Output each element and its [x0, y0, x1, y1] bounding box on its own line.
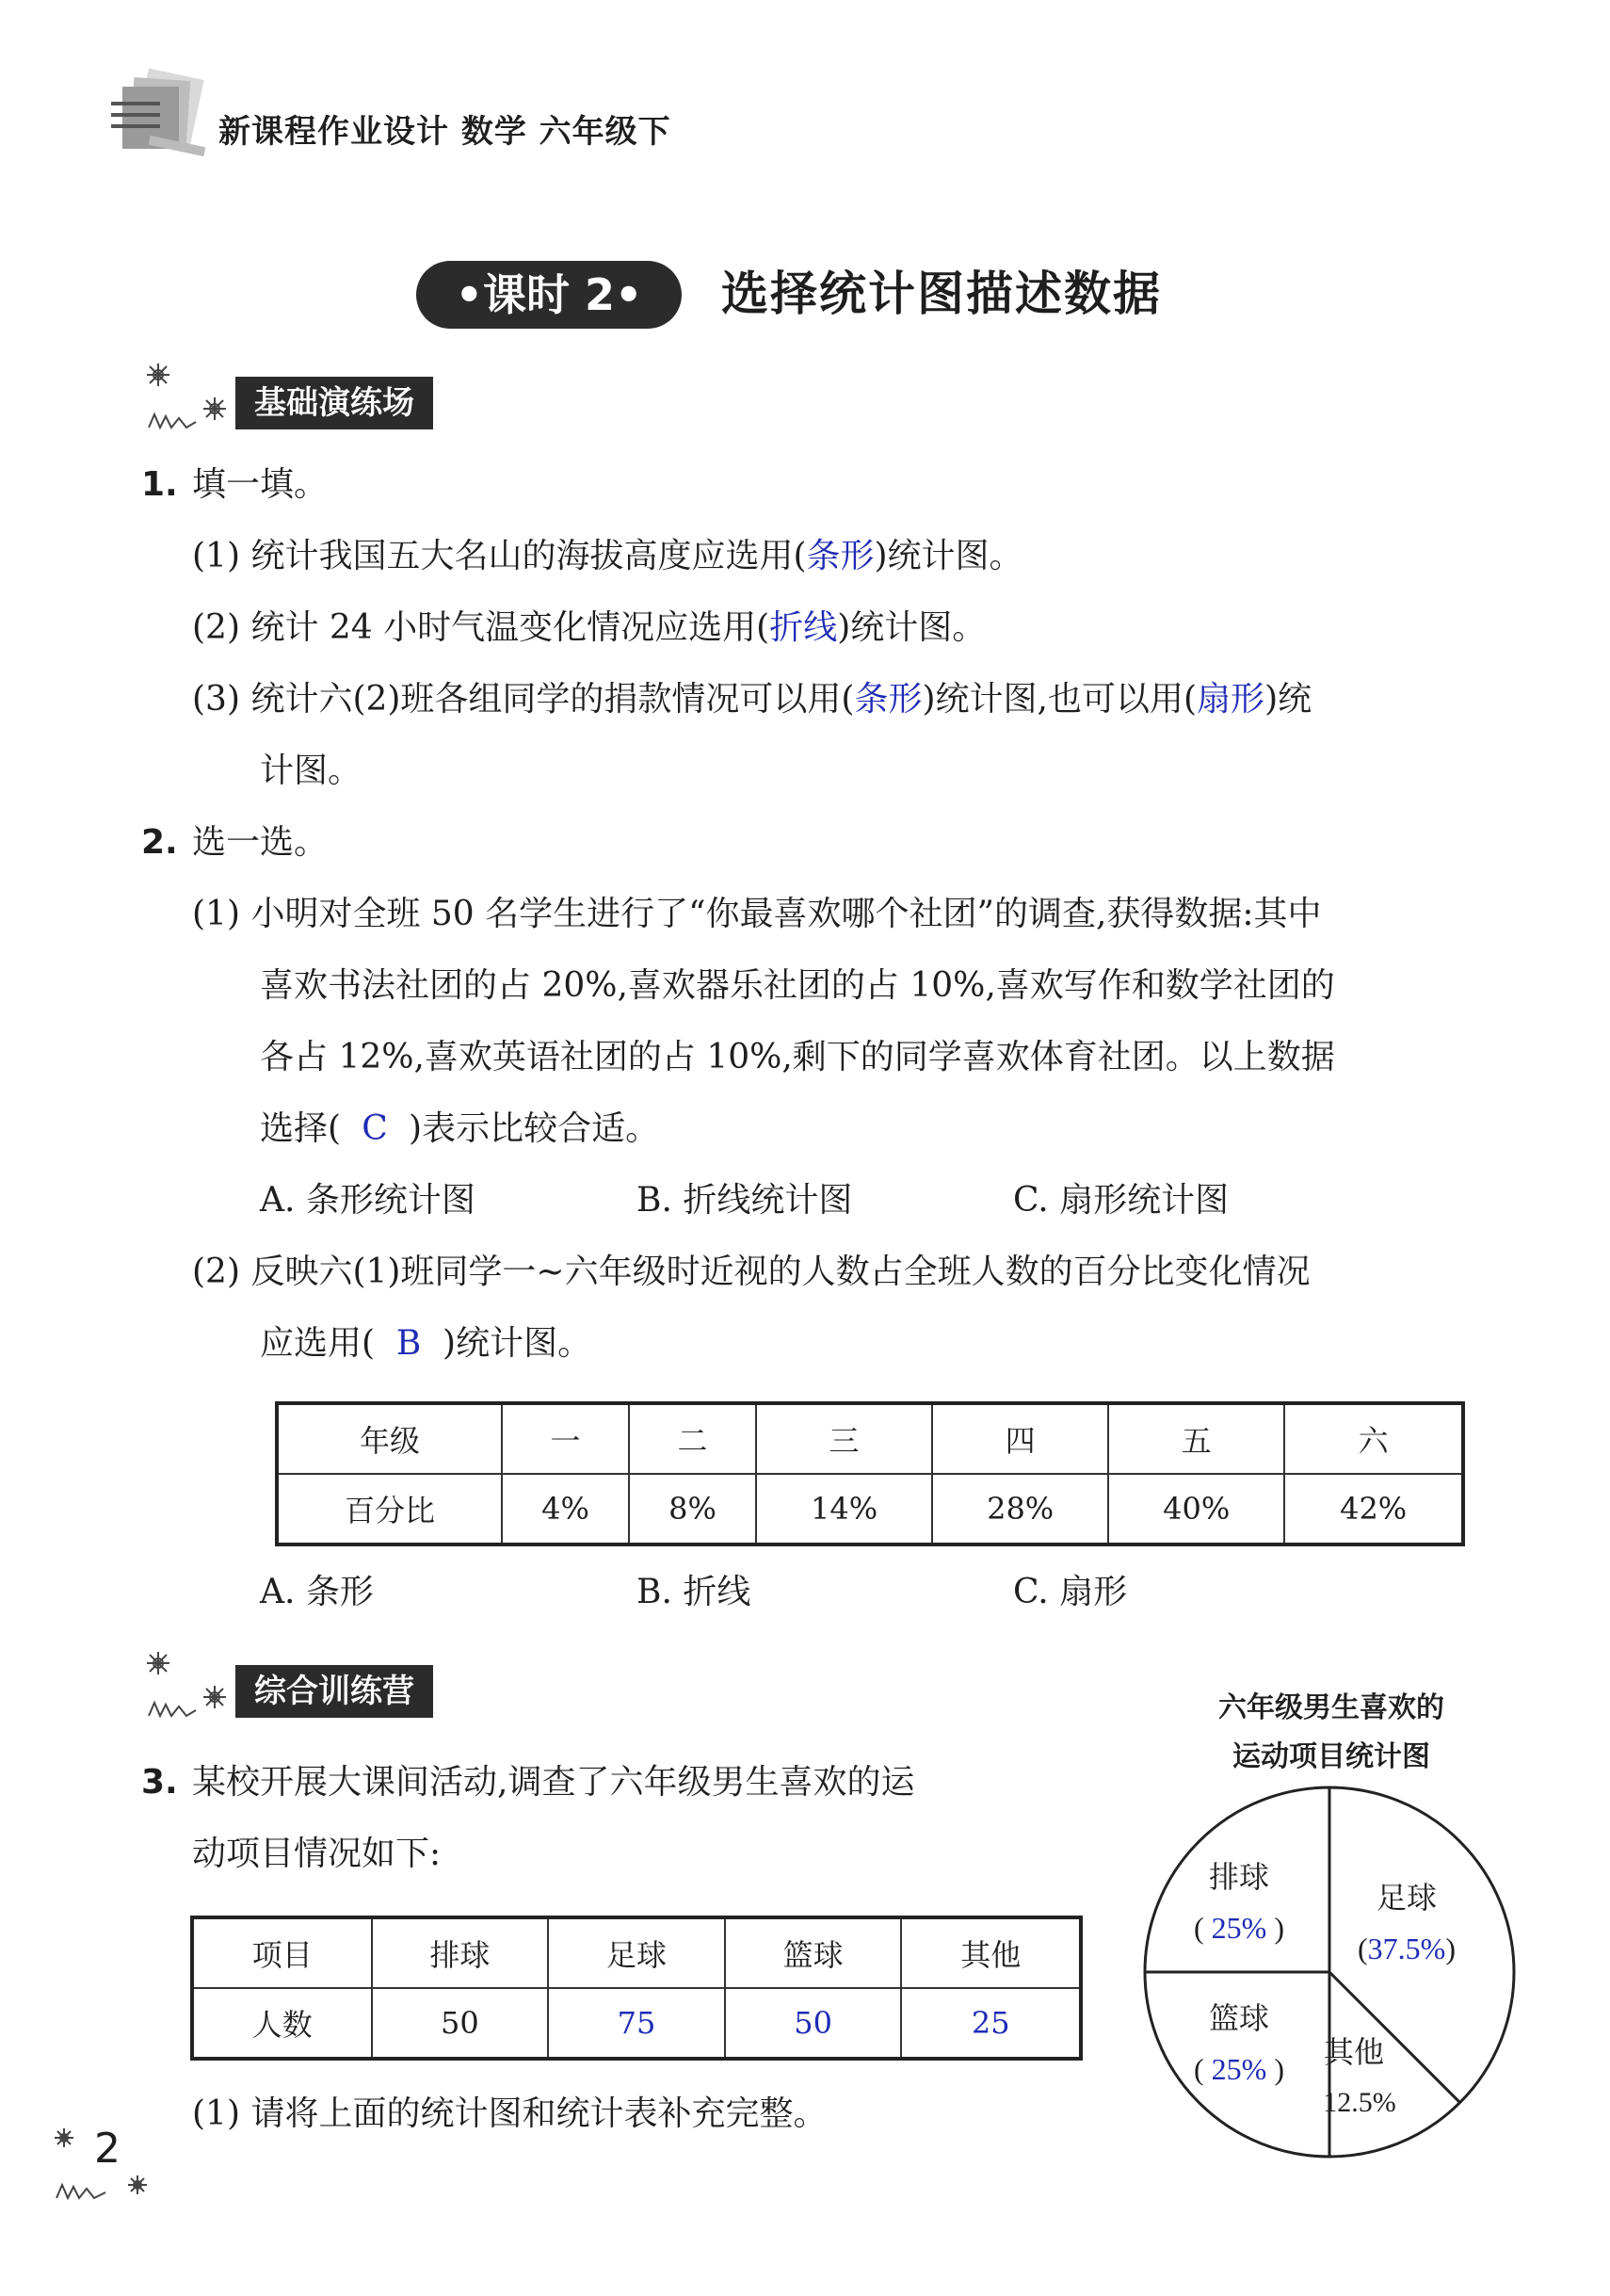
table-header-cell: 项目 — [192, 1917, 372, 1988]
q1-part3-mid: )统计图,也可以用( — [922, 680, 1198, 719]
q2-part2-option-a: A. 条形 — [260, 1573, 374, 1611]
q2-part1-line2: 喜欢书法社团的占 20%,喜欢器乐社团的占 10%,喜欢写作和数学社团的 — [260, 966, 1335, 1005]
q1-part1-answer: 条形 — [806, 537, 875, 575]
section-banner-comprehensive: 综合训练营 — [235, 1665, 433, 1718]
q2-part2-line2-post: )统计图。 — [443, 1324, 592, 1363]
section-banner-basic: 基础演练场 — [235, 377, 433, 429]
table-header-cell: 排球 — [372, 1917, 549, 1988]
table-row — [192, 1917, 1081, 1988]
lesson-pill: •课时 2• — [416, 261, 682, 329]
table-answer-cell: 50 — [725, 1988, 902, 2059]
table-row — [277, 1474, 1463, 1544]
flower-decoration-icon — [141, 1648, 235, 1723]
q2-part2-answer: B — [395, 1324, 422, 1363]
table-header-cell: 其他 — [901, 1917, 1081, 1988]
q2-part1-line4-post: )表示比较合适。 — [409, 1109, 660, 1148]
header-decoration-icon — [104, 66, 217, 160]
q1-part2-pre: (2) 统计 24 小时气温变化情况应选用( — [192, 608, 770, 647]
q3-line2: 动项目情况如下: — [192, 1835, 442, 1873]
q2-part1-line4 — [260, 1106, 659, 1153]
q2-part1-option-b: B. 折线统计图 — [636, 1181, 853, 1220]
q2-part1-line4-pre: 选择( — [260, 1109, 342, 1148]
table-cell: 五 — [1108, 1403, 1284, 1474]
table-cell: 六 — [1284, 1403, 1463, 1474]
q2-prompt: 选一选。 — [192, 823, 329, 862]
table-header-cell: 足球 — [548, 1917, 725, 1988]
pie-label-football-name: 足球 — [1376, 1881, 1438, 1915]
q1-part2 — [192, 605, 986, 652]
table-cell: 二 — [629, 1403, 756, 1474]
q1-part1 — [192, 533, 1023, 580]
table-answer-cell: 25 — [901, 1988, 1081, 2059]
q1-part1-pre: (1) 统计我国五大名山的海拔高度应选用( — [192, 537, 807, 575]
q1-part3-post: )统 — [1264, 680, 1312, 719]
q2-part1-line3: 各占 12%,喜欢英语社团的占 10%,剩下的同学喜欢体育社团。以上数据 — [260, 1038, 1335, 1076]
sports-table — [190, 1916, 1083, 2061]
q2-part2-line2 — [260, 1320, 591, 1367]
table-cell: 42% — [1284, 1474, 1463, 1544]
pie-label-basketball-value: ( 25% ) — [1194, 2052, 1284, 2086]
pie-title-line2: 运动项目统计图 — [1232, 1740, 1430, 1773]
pie-label-other-value: 12.5% — [1323, 2087, 1396, 2118]
pie-title-line1: 六年级男生喜欢的 — [1218, 1691, 1444, 1724]
table-header-cell: 篮球 — [725, 1917, 902, 1988]
flower-decoration-icon — [47, 2119, 160, 2204]
q3-number: 3. — [141, 1763, 178, 1802]
q3-line1: 某校开展大课间活动,调查了六年级男生喜欢的运 — [192, 1763, 915, 1802]
table-row — [192, 1988, 1081, 2059]
table-cell: 14% — [756, 1474, 932, 1544]
q2-part2-line1: (2) 反映六(1)班同学一~六年级时近视的人数占全班人数的百分比变化情况 — [192, 1253, 1311, 1291]
table-cell: 4% — [502, 1474, 629, 1544]
q1-part2-post: )统计图。 — [837, 608, 987, 647]
pie-label-other-name: 其他 — [1323, 2035, 1385, 2069]
pie-label-volleyball-value: ( 25% ) — [1194, 1911, 1284, 1945]
table-header-cell: 百分比 — [277, 1474, 502, 1544]
q1-number: 1. — [141, 465, 178, 504]
pie-label-football-value: (37.5%) — [1358, 1932, 1456, 1965]
q1-part3-answer1: 条形 — [854, 680, 923, 719]
q2-part2-option-b: B. 折线 — [636, 1573, 751, 1611]
q1-part3-line2: 计图。 — [260, 752, 362, 790]
table-cell: 50 — [372, 1988, 549, 2059]
table-cell: 8% — [629, 1474, 756, 1544]
table-cell: 40% — [1108, 1474, 1284, 1544]
pie-label-volleyball-name: 排球 — [1208, 1860, 1270, 1894]
q1-part3 — [192, 676, 1312, 723]
q2-part1-answer: C — [362, 1109, 388, 1148]
myopia-table — [275, 1401, 1465, 1546]
q1-part3-pre: (3) 统计六(2)班各组同学的捐款情况可以用( — [192, 680, 855, 719]
pie-chart — [1141, 1784, 1518, 2160]
q2-part1-line1: (1) 小明对全班 50 名学生进行了“你最喜欢哪个社团”的调查,获得数据:其中 — [192, 895, 1322, 933]
q2-number: 2. — [141, 823, 178, 862]
lesson-title: 选择统计图描述数据 — [721, 266, 1162, 321]
table-cell: 一 — [502, 1403, 629, 1474]
q2-part1-option-c: C. 扇形统计图 — [1013, 1181, 1230, 1220]
q1-prompt: 填一填。 — [192, 465, 329, 504]
table-header-cell: 人数 — [192, 1988, 372, 2059]
q1-part3-answer2: 扇形 — [1197, 680, 1265, 719]
q1-part1-post: )统计图。 — [874, 537, 1023, 575]
table-header-cell: 年级 — [277, 1403, 502, 1474]
header-title: 新课程作业设计 数学 六年级下 — [218, 113, 671, 151]
table-cell: 28% — [932, 1474, 1108, 1544]
q2-part2-line2-pre: 应选用( — [260, 1324, 376, 1363]
q3-sub1: (1) 请将上面的统计图和统计表补充完整。 — [192, 2094, 828, 2133]
q1-part2-answer: 折线 — [769, 608, 838, 647]
page-number: 2 — [94, 2125, 121, 2173]
table-answer-cell: 75 — [548, 1988, 725, 2059]
table-cell: 三 — [756, 1403, 932, 1474]
table-row — [277, 1403, 1463, 1474]
q2-part2-option-c: C. 扇形 — [1013, 1573, 1128, 1611]
flower-decoration-icon — [141, 360, 235, 435]
q2-part1-option-a: A. 条形统计图 — [260, 1181, 475, 1220]
pie-label-basketball-name: 篮球 — [1208, 2001, 1270, 2035]
table-cell: 四 — [932, 1403, 1108, 1474]
